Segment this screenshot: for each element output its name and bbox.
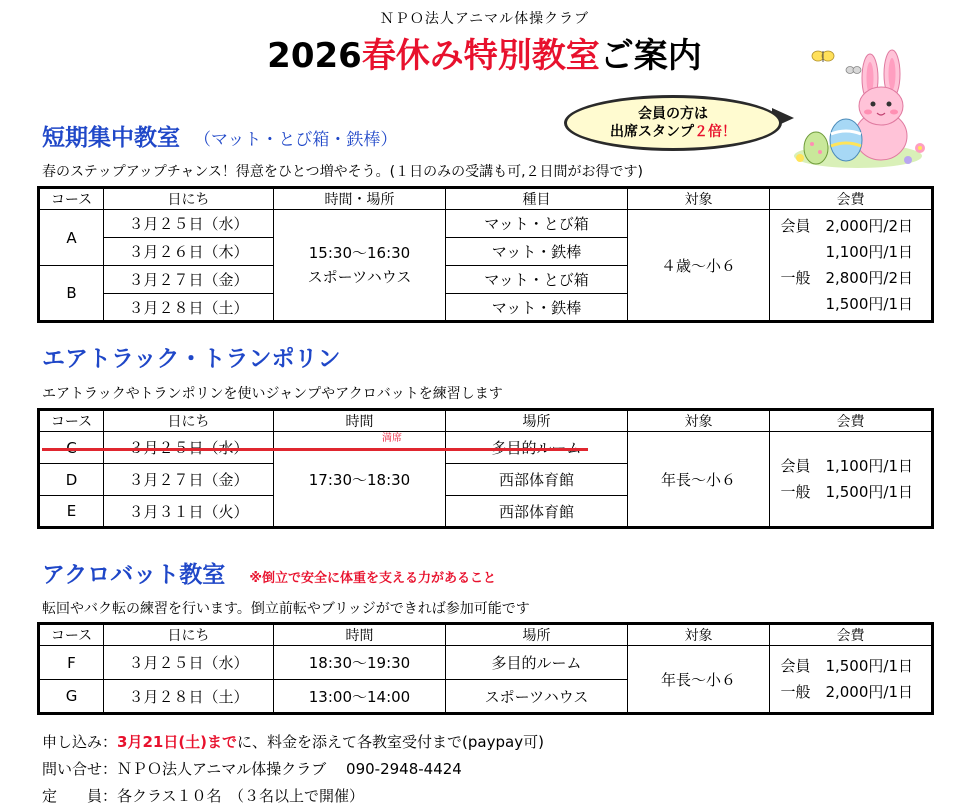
header-target: 対象: [628, 410, 770, 432]
place-text: スポーツハウス: [307, 268, 412, 286]
fee-line: 会員 1,500円/1日: [780, 657, 913, 675]
bubble-line-2: [567, 123, 779, 141]
bubble-line-2-highlight: ２倍！: [694, 124, 736, 140]
header-time: 時間: [274, 624, 446, 646]
easter-bunny-illustration: [788, 44, 938, 172]
header-date: 日にち: [104, 410, 274, 432]
fee-line: 一般 1,500円/1日: [780, 483, 913, 501]
event-cell: マット・とび箱: [446, 266, 628, 294]
time-place-cell: [274, 210, 446, 322]
bunny-icon: [855, 50, 907, 160]
section-title-acrobat: [42, 560, 496, 594]
fee-cell: [770, 646, 933, 714]
fee-line: 一般 2,000円/1日: [780, 683, 913, 701]
acrobat-schedule-table: [37, 622, 934, 715]
application-info: [42, 732, 544, 752]
airtrack-schedule-table: [37, 408, 934, 529]
target-cell: 年長～小６: [628, 432, 770, 528]
section-requirement-note: ※倒立で安全に体重を支える力があること: [249, 571, 496, 586]
event-cell: マット・とび箱: [446, 210, 628, 238]
full-booked-strike-line: [42, 448, 588, 451]
fee-line: 会員 1,100円/1日: [780, 457, 913, 475]
header-target: 対象: [628, 624, 770, 646]
header-fee: 会費: [770, 624, 933, 646]
target-cell: ４歳～小６: [628, 210, 770, 322]
header-time-place: 時間・場所: [274, 188, 446, 210]
course-cell: D: [39, 464, 104, 496]
date-cell: ３月２８日（土）: [104, 680, 274, 714]
table-header-row: [39, 410, 933, 432]
time-cell: 17:30～18:30: [274, 432, 446, 528]
section-title-airtrack: エアトラック・トランポリン: [42, 346, 341, 372]
course-cell: F: [39, 646, 104, 680]
short-term-schedule-table: [37, 186, 934, 323]
header-event: 種目: [446, 188, 628, 210]
capacity-info: 定 員：各クラス１０名 （３名以上で開催）: [42, 787, 365, 805]
title-year: 2026: [267, 36, 362, 76]
contact-info: 問い合せ：ＮＰＯ法人アニマル体操クラブ 090-2948-4424: [42, 760, 462, 778]
fee-line: 一般 2,800円/2日: [780, 269, 913, 287]
course-cell: E: [39, 496, 104, 528]
header-place: 場所: [446, 410, 628, 432]
header-course: コース: [39, 188, 104, 210]
fee-cell: [770, 210, 933, 322]
date-cell: ３月２７日（金）: [104, 266, 274, 294]
header-course: コース: [39, 410, 104, 432]
place-cell: 西部体育館: [446, 496, 628, 528]
course-cell: G: [39, 680, 104, 714]
butterfly-icon: [812, 51, 834, 62]
apply-rest: に、料金を添えて各教室受付まで(paypay可): [237, 733, 544, 751]
title-highlight: 春休み特別教室: [361, 36, 600, 76]
section-title-text: 短期集中教室: [42, 125, 180, 151]
header-date: 日にち: [104, 188, 274, 210]
apply-deadline: 3月21日(土)まで: [117, 733, 238, 751]
table-row: [39, 646, 933, 680]
course-cell: B: [39, 266, 104, 322]
place-cell: スポーツハウス: [446, 680, 628, 714]
course-cell: A: [39, 210, 104, 266]
table-row: [39, 210, 933, 238]
target-cell: 年長～小６: [628, 646, 770, 714]
section-description: 春のステップアップチャンス！得意をひとつ増やそう。(１日のみの受講も可,２日間がお得です): [42, 164, 643, 180]
fee-line: 1,100円/1日: [825, 243, 913, 261]
table-header-row: [39, 188, 933, 210]
organization-name: ＮＰＯ法人アニマル体操クラブ: [379, 11, 590, 27]
table-header-row: [39, 624, 933, 646]
section-description: 転回やバク転の練習を行います。倒立前転やブリッジができれば参加可能です: [42, 601, 530, 617]
section-title-text: アクロバット教室: [42, 562, 226, 588]
fee-cell: [770, 432, 933, 528]
bubble-line-2-prefix: 出席スタンプ: [610, 124, 694, 140]
fee-line: 1,500円/1日: [825, 295, 913, 313]
apply-label: 申し込み：: [42, 733, 118, 751]
header-date: 日にち: [104, 624, 274, 646]
easter-egg-icon: [830, 119, 862, 161]
member-bonus-bubble: [564, 95, 782, 151]
section-title-short-term: [42, 123, 397, 155]
date-cell: ３月２８日（土）: [104, 294, 274, 322]
section-subtitle: （マット・とび箱・鉄棒）: [194, 130, 398, 150]
header-fee: 会費: [770, 410, 933, 432]
title-suffix: ご案内: [599, 36, 702, 76]
header-target: 対象: [628, 188, 770, 210]
butterfly-icon: [846, 67, 861, 74]
place-cell: 西部体育館: [446, 464, 628, 496]
fee-line: 会員 2,000円/2日: [780, 217, 913, 235]
header-fee: 会費: [770, 188, 933, 210]
date-cell: ３月２６日（木）: [104, 238, 274, 266]
date-cell: ３月２５日（水）: [104, 646, 274, 680]
bubble-line-1: 会員の方は: [638, 106, 708, 122]
date-cell: ３月３１日（火）: [104, 496, 274, 528]
event-cell: マット・鉄棒: [446, 238, 628, 266]
place-cell: 多目的ルーム: [446, 646, 628, 680]
date-cell: ３月２７日（金）: [104, 464, 274, 496]
easter-egg-icon: [804, 132, 828, 164]
header-place: 場所: [446, 624, 628, 646]
full-booked-label: 満席: [382, 433, 402, 444]
date-cell: ３月２５日（水）: [104, 210, 274, 238]
event-cell: マット・鉄棒: [446, 294, 628, 322]
time-text: 15:30～16:30: [308, 244, 411, 262]
time-cell: 18:30～19:30: [274, 646, 446, 680]
section-description: エアトラックやトランポリンを使いジャンプやアクロバットを練習します: [42, 386, 503, 402]
header-time: 時間: [274, 410, 446, 432]
header-course: コース: [39, 624, 104, 646]
time-cell: 13:00～14:00: [274, 680, 446, 714]
